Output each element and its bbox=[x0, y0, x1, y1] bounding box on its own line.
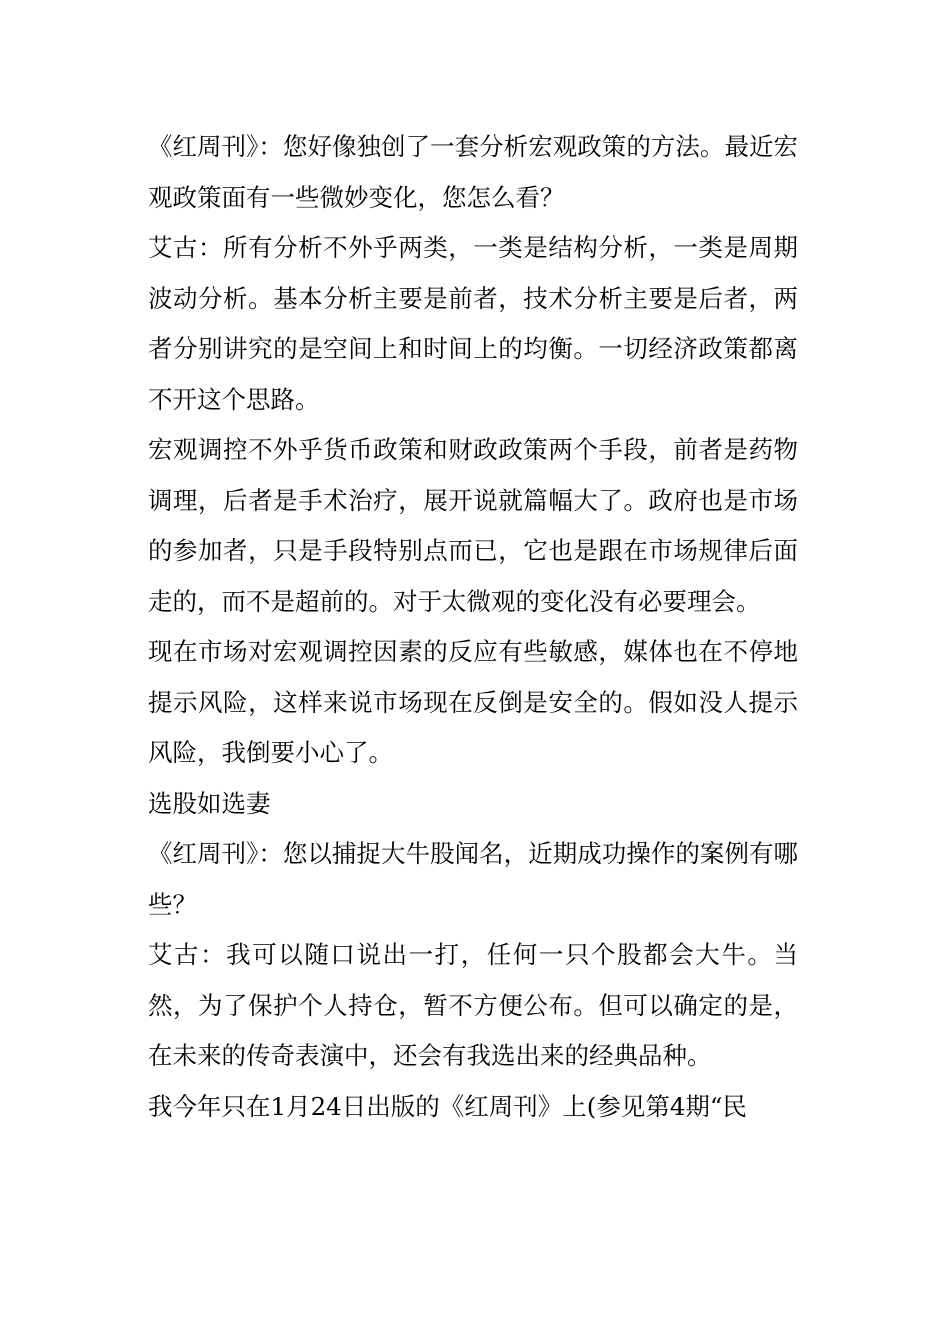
section-heading-stock-picking: 选股如选妻 bbox=[148, 788, 271, 818]
paragraph-market-risk: 现在市场对宏观调控因素的反应有些敏感，媒体也在不停地提示风险，这样来说市场现在反倒是安全的。假如没人提示风险，我倒要小心了。 bbox=[148, 637, 798, 767]
paragraph-macro-control: 宏观调控不外乎货币政策和财政政策两个手段，前者是药物调理，后者是手术治疗，展开说就篇幅大了。政府也是市场的参加者，只是手段特别点而已，它也是跟在市场规律后面走的，而不是超前的。对于太微观的变化没有必要理会。 bbox=[148, 435, 798, 616]
paragraph-question-bull-stocks: 《红周刊》：您以捕捉大牛股闻名，近期成功操作的案例有哪些？ bbox=[148, 839, 798, 919]
article-body bbox=[148, 122, 798, 1132]
paragraph-january-publication: 我今年只在1月24日出版的《红周刊》上(参见第4期“民 bbox=[148, 1091, 747, 1121]
paragraph-question-macro-policy: 《红周刊》：您好像独创了一套分析宏观政策的方法。最近宏观政策面有一些微妙变化，您怎么看？ bbox=[148, 132, 798, 212]
paragraph-answer-analysis-types: 艾古：所有分析不外乎两类，一类是结构分析，一类是周期波动分析。基本分析主要是前者，技术分析主要是后者，两者分别讲究的是空间上和时间上的均衡。一切经济政策都离不开这个思路。 bbox=[148, 233, 798, 414]
paragraph-answer-bull-stocks: 艾古：我可以随口说出一打，任何一只个股都会大牛。当然，为了保护个人持仓，暂不方便公布。但可以确定的是，在未来的传奇表演中，还会有我选出来的经典品种。 bbox=[148, 940, 798, 1070]
